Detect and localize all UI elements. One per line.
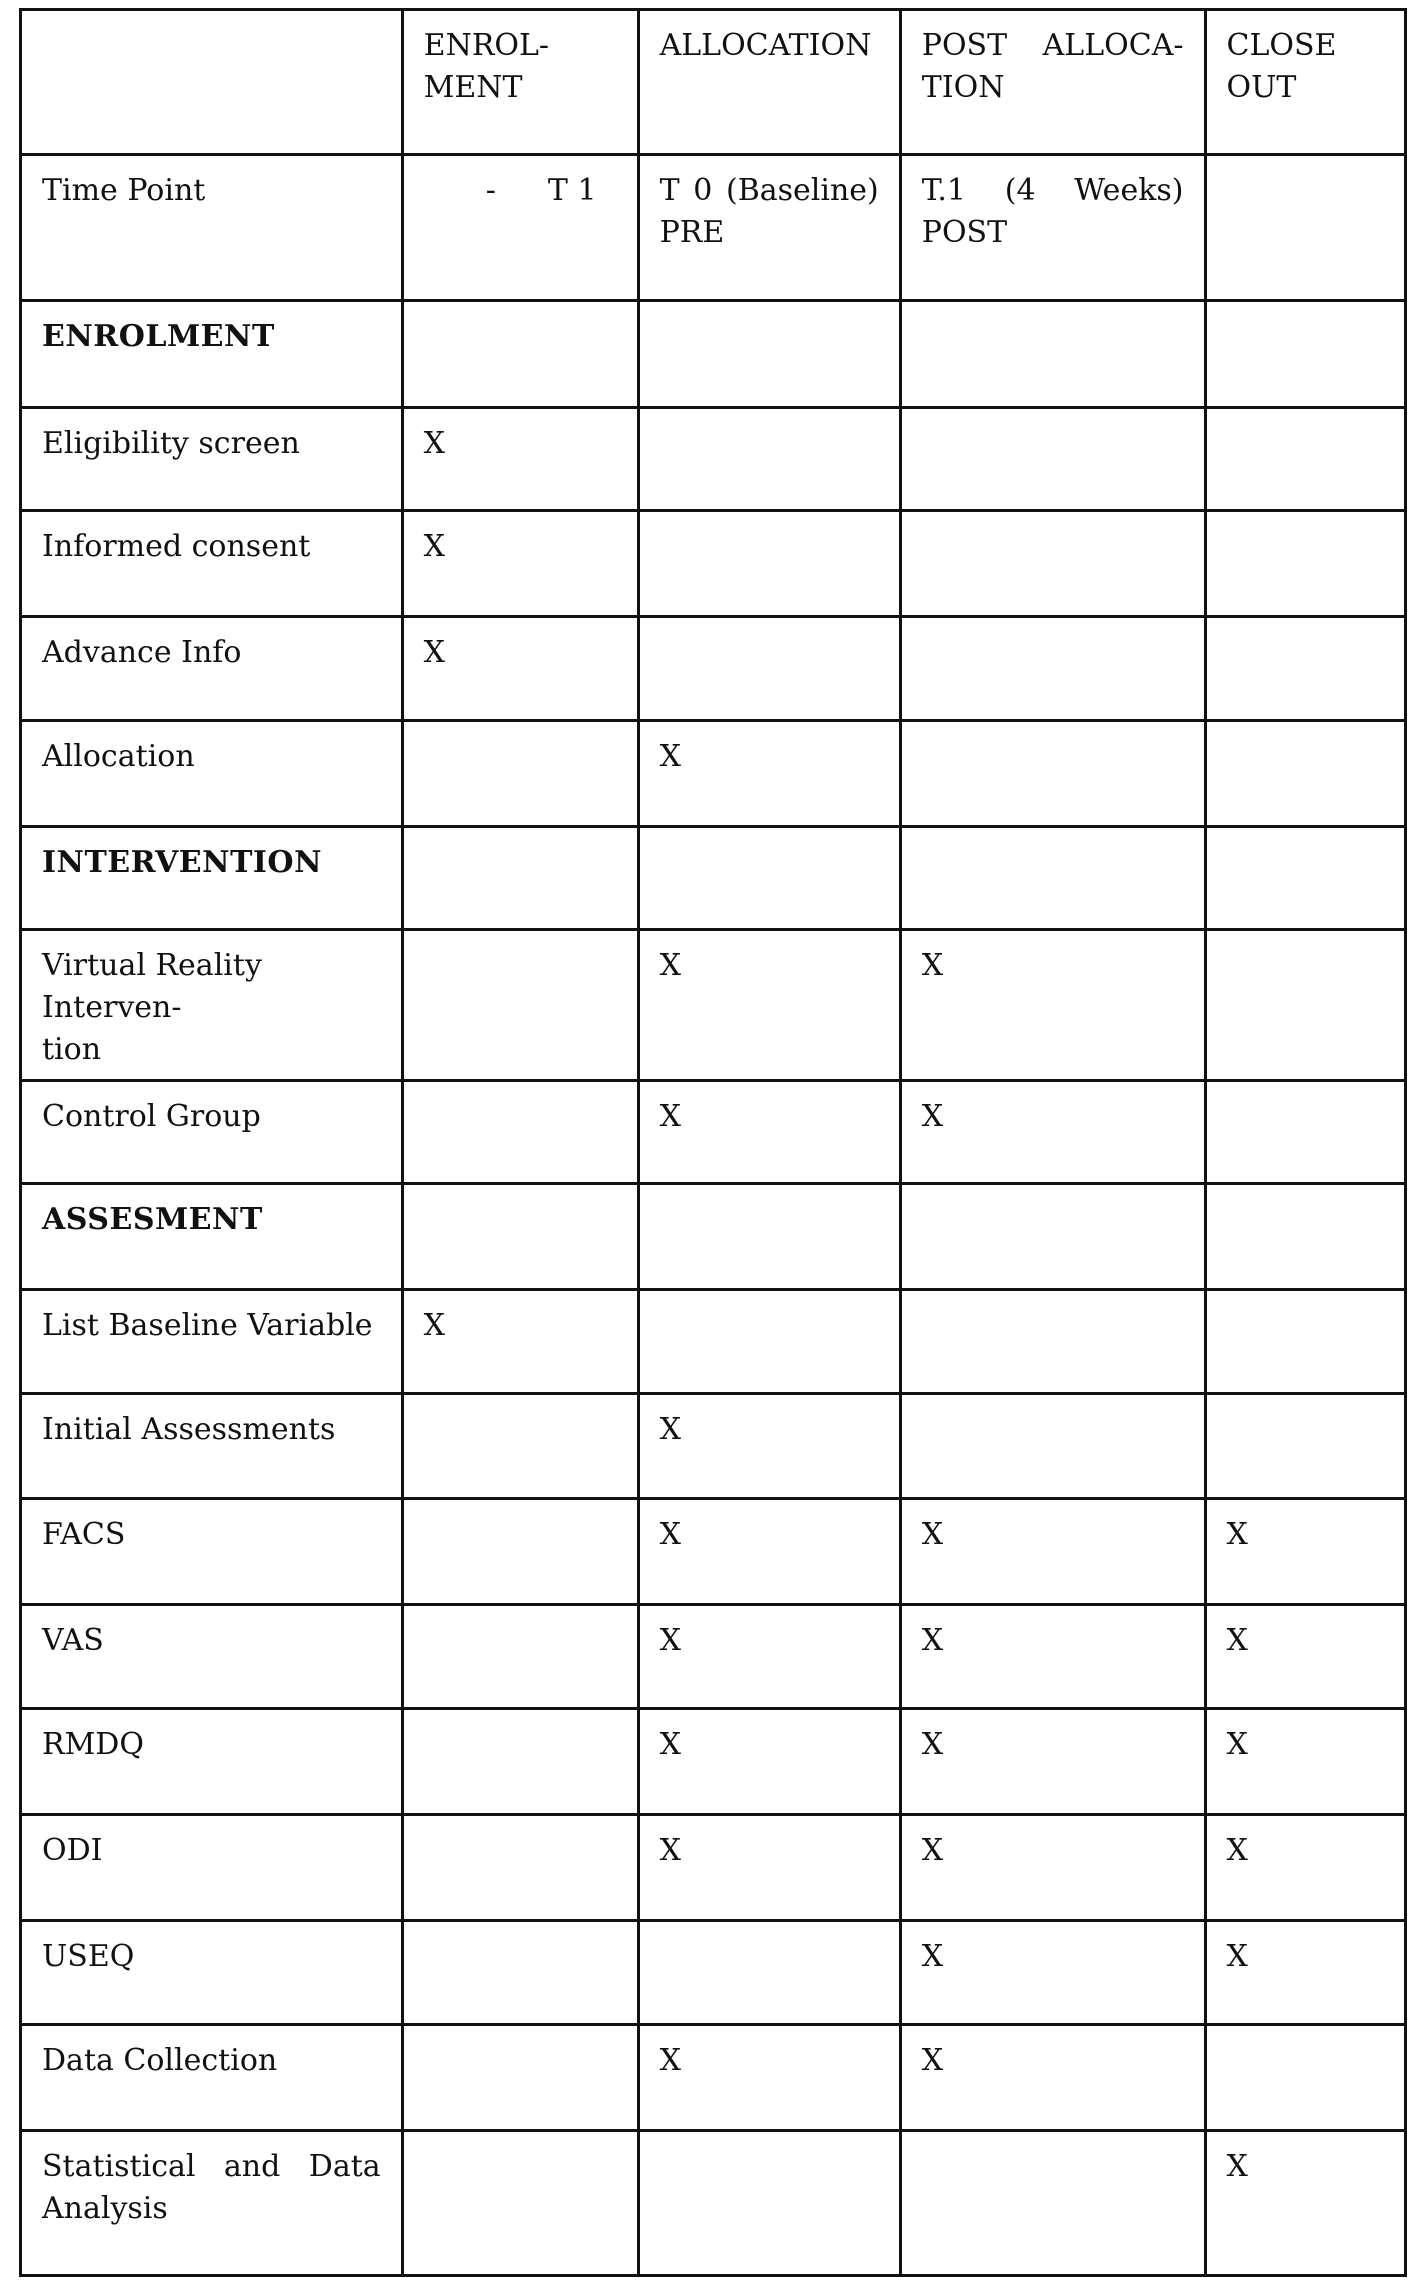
row-label: Statistical and Data Analysis xyxy=(21,2131,403,2276)
mark-cell: X xyxy=(900,2025,1205,2131)
mark-cell xyxy=(402,1709,638,1815)
table-row xyxy=(21,721,1406,827)
mark-cell xyxy=(900,617,1205,721)
mark-cell xyxy=(900,1184,1205,1290)
mark-cell xyxy=(1205,1394,1406,1499)
mark-cell xyxy=(402,827,638,930)
mark-cell xyxy=(1205,1081,1406,1184)
table-row xyxy=(21,1709,1406,1815)
row-label: Control Group xyxy=(21,1081,403,1184)
table-row xyxy=(21,1605,1406,1709)
row-label: Informed consent xyxy=(21,511,403,617)
mark-cell xyxy=(1205,721,1406,827)
mark-cell: X xyxy=(900,1921,1205,2025)
header-close-out: CLOSE OUT xyxy=(1205,10,1406,155)
table-row xyxy=(21,1081,1406,1184)
section-heading: ASSESMENT xyxy=(21,1184,403,1290)
row-label: Allocation xyxy=(21,721,403,827)
table-row xyxy=(21,301,1406,408)
mark-cell xyxy=(1205,301,1406,408)
mark-cell xyxy=(402,1184,638,1290)
mark-cell xyxy=(1205,1290,1406,1394)
section-heading: ENROLMENT xyxy=(21,301,403,408)
mark-cell xyxy=(402,301,638,408)
mark-cell xyxy=(638,1290,900,1394)
row-label: VAS xyxy=(21,1605,403,1709)
mark-cell xyxy=(402,2131,638,2276)
row-label: ODI xyxy=(21,1815,403,1921)
mark-cell xyxy=(1205,827,1406,930)
mark-cell: X xyxy=(638,1499,900,1605)
time-point-post: T.1 (4 Weeks) POST xyxy=(900,155,1205,301)
mark-cell: X xyxy=(900,1081,1205,1184)
mark-cell xyxy=(402,2025,638,2131)
mark-cell: X xyxy=(638,721,900,827)
table-row xyxy=(21,1290,1406,1394)
time-point-label: Time Point xyxy=(21,155,403,301)
mark-cell: X xyxy=(402,408,638,511)
mark-cell xyxy=(638,408,900,511)
mark-cell: X xyxy=(900,1499,1205,1605)
mark-cell xyxy=(900,301,1205,408)
table-row xyxy=(21,408,1406,511)
row-label: Virtual Reality Interven- tion xyxy=(21,930,403,1081)
table-row xyxy=(21,2131,1406,2276)
mark-cell: X xyxy=(1205,1815,1406,1921)
mark-cell xyxy=(638,827,900,930)
mark-cell xyxy=(402,1081,638,1184)
table-row xyxy=(21,1815,1406,1921)
mark-cell xyxy=(638,617,900,721)
row-label: Data Collection xyxy=(21,2025,403,2131)
table-row xyxy=(21,511,1406,617)
mark-cell xyxy=(402,721,638,827)
mark-cell xyxy=(638,511,900,617)
mark-cell xyxy=(1205,408,1406,511)
table-row xyxy=(21,1921,1406,2025)
row-label: Initial Assessments xyxy=(21,1394,403,1499)
mark-cell: X xyxy=(1205,1605,1406,1709)
mark-cell: X xyxy=(638,1709,900,1815)
section-heading: INTERVENTION xyxy=(21,827,403,930)
table-row xyxy=(21,1394,1406,1499)
mark-cell xyxy=(402,1921,638,2025)
mark-cell: X xyxy=(1205,1709,1406,1815)
mark-cell: X xyxy=(900,1709,1205,1815)
mark-cell xyxy=(900,408,1205,511)
time-point-enrolment: - T 1 xyxy=(402,155,638,301)
schedule-table xyxy=(19,8,1407,2277)
mark-cell xyxy=(402,930,638,1081)
row-label: RMDQ xyxy=(21,1709,403,1815)
mark-cell: X xyxy=(1205,2131,1406,2276)
row-label: List Baseline Variable xyxy=(21,1290,403,1394)
table-row xyxy=(21,930,1406,1081)
mark-cell: X xyxy=(900,1605,1205,1709)
mark-cell xyxy=(900,1394,1205,1499)
mark-cell xyxy=(402,1605,638,1709)
table-row xyxy=(21,2025,1406,2131)
mark-cell xyxy=(900,2131,1205,2276)
mark-cell: X xyxy=(402,511,638,617)
mark-cell: X xyxy=(900,930,1205,1081)
mark-cell xyxy=(900,1290,1205,1394)
time-point-close xyxy=(1205,155,1406,301)
row-label: Advance Info xyxy=(21,617,403,721)
mark-cell xyxy=(402,1499,638,1605)
mark-cell xyxy=(638,1921,900,2025)
table-row xyxy=(21,827,1406,930)
row-label: Eligibility screen xyxy=(21,408,403,511)
table-row xyxy=(21,617,1406,721)
mark-cell: X xyxy=(1205,1499,1406,1605)
mark-cell: X xyxy=(638,2025,900,2131)
mark-cell xyxy=(900,827,1205,930)
mark-cell xyxy=(900,511,1205,617)
mark-cell xyxy=(638,301,900,408)
mark-cell xyxy=(1205,511,1406,617)
table-row xyxy=(21,1499,1406,1605)
mark-cell xyxy=(1205,2025,1406,2131)
mark-cell xyxy=(638,1184,900,1290)
mark-cell: X xyxy=(402,1290,638,1394)
mark-cell: X xyxy=(1205,1921,1406,2025)
mark-cell: X xyxy=(638,1394,900,1499)
mark-cell: X xyxy=(638,1081,900,1184)
mark-cell xyxy=(900,721,1205,827)
header-allocation: ALLOCATION xyxy=(638,10,900,155)
mark-cell xyxy=(1205,930,1406,1081)
time-point-allocation: T 0 (Baseline) PRE xyxy=(638,155,900,301)
mark-cell xyxy=(638,2131,900,2276)
mark-cell xyxy=(1205,617,1406,721)
time-point-row xyxy=(21,155,1406,301)
header-corner-cell xyxy=(21,10,403,155)
table-row xyxy=(21,1184,1406,1290)
mark-cell: X xyxy=(638,1815,900,1921)
row-label: USEQ xyxy=(21,1921,403,2025)
row-label: FACS xyxy=(21,1499,403,1605)
mark-cell: X xyxy=(900,1815,1205,1921)
mark-cell: X xyxy=(402,617,638,721)
header-enrolment: ENROL- MENT xyxy=(402,10,638,155)
header-post-allocation: POST ALLOCA- TION xyxy=(900,10,1205,155)
mark-cell xyxy=(1205,1184,1406,1290)
mark-cell: X xyxy=(638,1605,900,1709)
header-row xyxy=(21,10,1406,155)
mark-cell xyxy=(402,1815,638,1921)
mark-cell xyxy=(402,1394,638,1499)
mark-cell: X xyxy=(638,930,900,1081)
